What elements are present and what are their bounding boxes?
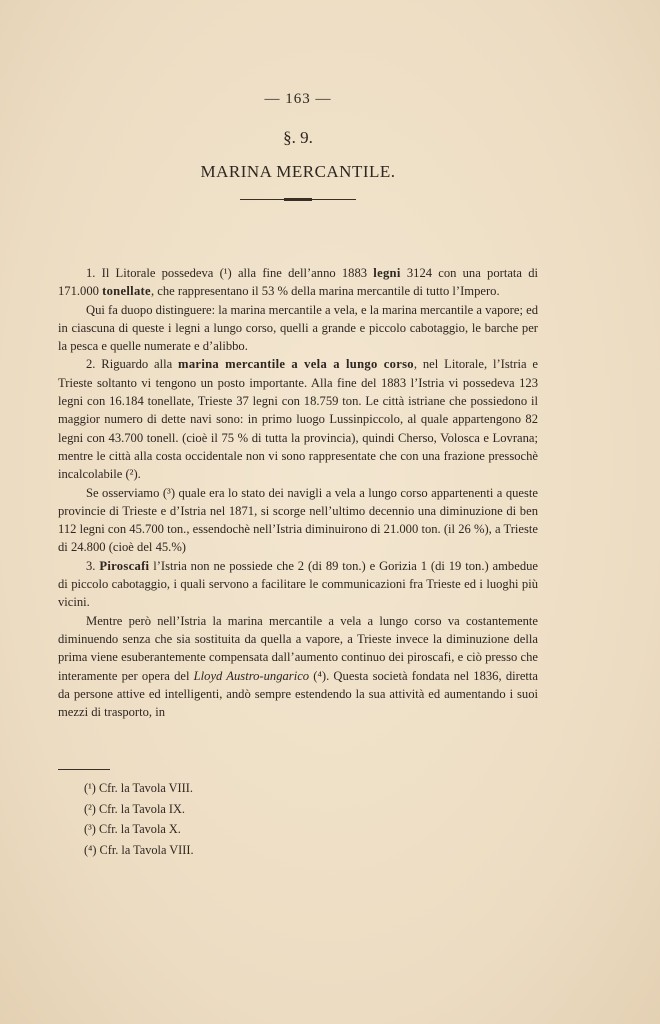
footnote-4: (⁴) Cfr. la Tavola VIII. bbox=[84, 842, 194, 857]
paragraph-4: Se osserviamo (³) quale era lo stato dei navigli a vela a lungo corso appartenenti a queste provincie di Trieste e d’Istria nel 1871, si scorge nell’ultimo decennio una diminuzione di ben 112 legni con 45.700 ton., essendochè nell’Istria diminuirono di 21.000 ton. (il 26 %), a Trieste di 24.800 (cioè del 45.%) bbox=[58, 485, 538, 555]
footnote-1: (¹) Cfr. la Tavola VIII. bbox=[84, 781, 193, 795]
paragraph-6: Mentre però nell’Istria la marina mercantile a vela a lungo corso va costantemente diminuendo senza che sia sostituita da quella a vapore, a Trieste invece la diminuzione della prima viene esuberantemente compensata dall’aumento continuo dei piroscafi, e ciò presso che interamente per opera del Lloyd Austro-ungarico (⁴). Questa società fondata nel 1836, diretta da persone attive ed intelligenti, andò sempre estendendo la sua attività ed aumentando i suoi mezzi di trasporto, in bbox=[58, 613, 538, 720]
footnotes bbox=[84, 778, 194, 860]
title-rule bbox=[240, 199, 356, 200]
section-title: MARINA MERCANTILE. bbox=[200, 162, 396, 181]
footnote-3: (³) Cfr. la Tavola X. bbox=[84, 822, 181, 836]
footnote-rule bbox=[58, 769, 110, 770]
footnote-2: (²) Cfr. la Tavola IX. bbox=[84, 801, 185, 816]
section-number: §. 9. bbox=[283, 128, 313, 147]
body-text bbox=[58, 264, 538, 721]
paragraph-2: Qui fa duopo distinguere: la marina mercantile a vela, e la marina mercantile a vapore; ed in ciascuna di queste i legni a lungo corso, quelli a grande e piccolo cabotaggio, le barche per la pesca e quelle numerate e d’alibbo. bbox=[58, 302, 538, 354]
page-number: — 163 — bbox=[264, 91, 332, 107]
paragraph-1: 1. Il Litorale possedeva (¹) alla fine dell’anno 1883 legni 3124 con una portata di 171.000 tonellate, che rappresentano il 53 % della marina mercantile di tutto l’Impero. bbox=[58, 266, 538, 299]
paragraph-5: 3. Piroscafi l’Istria non ne possiede che 2 (di 89 ton.) e Gorizia 1 (di 19 ton.) ambedue di piccolo cabotaggio, i quali servono a facilitare le communicazioni fra Trieste ed i luoghi più vicini. bbox=[58, 558, 538, 610]
paragraph-3: 2. Riguardo alla marina mercantile a vela a lungo corso, nel Litorale, l’Istria e Trieste soltanto vi tengono un posto importante. Alla fine del 1883 l’Istria vi possedeva 123 legni con 16.184 tonellate, Trieste 37 legni con 18.759 ton. Le città istriane che possiedono il maggior numero di dette navi sono: in primo luogo Lussinpiccolo, al quale appartengono 82 legni con 43.700 tonell. (cioè il 75 % di tutta la provincia), quindi Cherso, Volosca e Lovrana; mentre le città alla costa occidentale non vi sono rappresentate che con una frazione pressochè incalcolabile (²). bbox=[58, 357, 538, 482]
